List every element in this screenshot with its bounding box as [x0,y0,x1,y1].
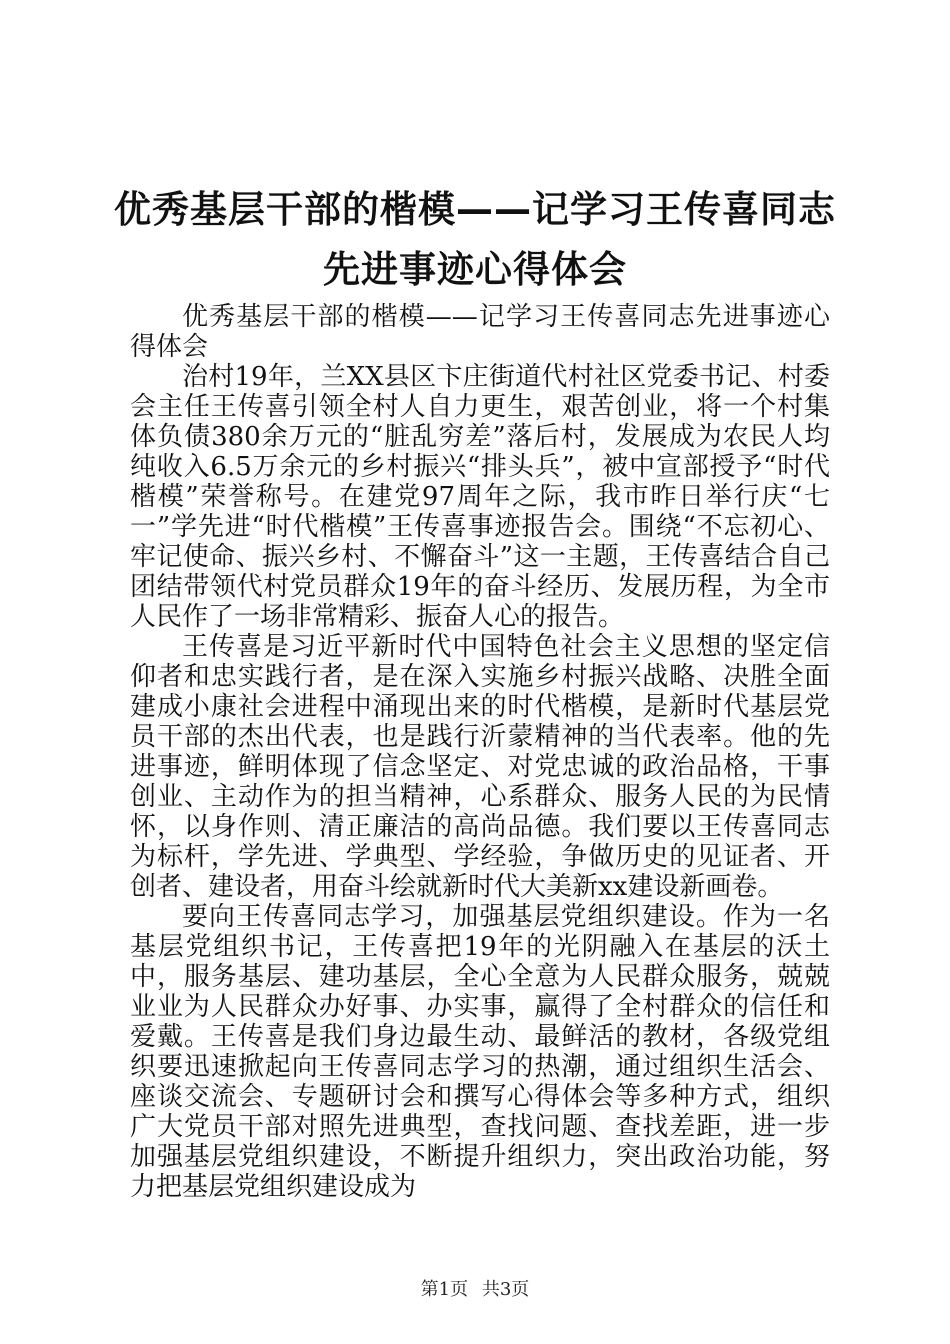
document-title: 优秀基层干部的楷模——记学习王传喜同志先进事迹心得体会 [114,188,836,291]
paragraph: 要向王传喜同志学习，加强基层党组织建设。作为一名基层党组织书记，王传喜把19年的光阴融入在基层的沃土中，服务基层、建功基层，全心全意为人民群众服务，兢兢业业为人民群众办好事、办实事，赢得了全村群众的信任和爱戴。王传喜是我们身边最生动、最鲜活的教材，各级党组织要迅速掀起向王传喜同志学习的热潮，通过组织生活会、座谈交流会、专题研讨会和撰写心得体会等多种方式，组织广大党员干部对照先进典型，查找问题、查找差距，进一步加强基层党组织建设，不断提升组织力，突出政治功能，努力把基层党组织建设成为 [130,902,830,1202]
page-number: 第1页 [420,1279,469,1300]
paragraph: 优秀基层干部的楷模——记学习王传喜同志先进事迹心得体会 [130,302,830,362]
paragraph: 王传喜是习近平新时代中国特色社会主义思想的坚定信仰者和忠实践行者，是在深入实施乡村振兴战略、决胜全面建成小康社会进程中涌现出来的时代楷模，是新时代基层党员干部的杰出代表，也是践行沂蒙精神的当代表率。他的先进事迹，鲜明体现了信念坚定、对党忠诚的政治品格，干事创业、主动作为的担当精神，心系群众、服务人民的为民情怀，以身作则、清正廉洁的高尚品德。我们要以王传喜同志为标杆，学先进、学典型、学经验，争做历史的见证者、开创者、建设者，用奋斗绘就新时代大美新xx建设新画卷。 [130,632,830,902]
paragraph: 治村19年，兰XX县区卞庄街道代村社区党委书记、村委会主任王传喜引领全村人自力更生，艰苦创业，将一个村集体负债380余万元的“脏乱穷差”落后村，发展成为农民人均纯收入6.5万余元的乡村振兴“排头兵”，被中宣部授予“时代楷模”荣誉称号。在建党97周年之际，我市昨日举行庆“七一”学先进“时代楷模”王传喜事迹报告会。围绕“不忘初心、牢记使命、振兴乡村、不懈奋斗”这一主题，王传喜结合自己团结带领代村党员群众19年的奋斗经历、发展历程，为全市人民作了一场非常精彩、振奋人心的报告。 [130,362,830,632]
page-total: 共3页 [481,1279,530,1300]
document-body [130,302,830,1202]
page-footer [0,1275,950,1301]
